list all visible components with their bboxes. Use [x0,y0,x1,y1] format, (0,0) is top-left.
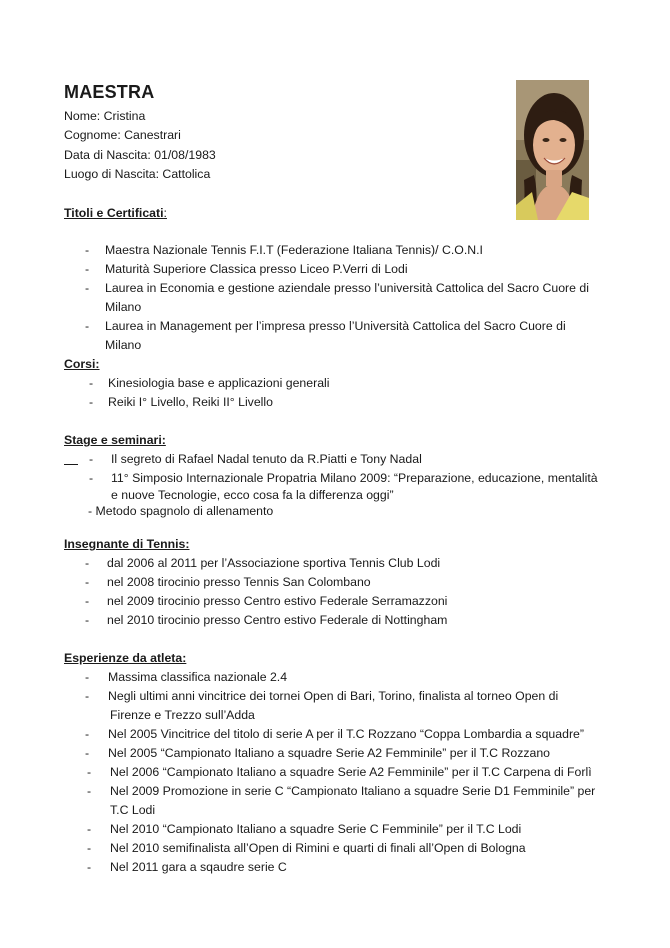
section-heading-esperienze: Esperienze da atleta: [64,651,187,665]
esperienze-item-2: Negli ultimi anni vincitrice dei tornei Open di Bari, Torino, finalista al torneo Open di [108,689,559,703]
section-heading-insegnante: Insegnante di Tennis: [64,537,190,551]
bullet-dash: - [85,556,90,570]
insegnante-item-1: dal 2006 al 2011 per l’Associazione sportiva Tennis Club Lodi [107,556,441,570]
insegnante-item-4: nel 2010 tirocinio presso Centro estivo Federale di Nottingham [107,613,448,627]
bullet-dash: - [87,765,92,779]
esperienze-item-5: Nel 2006 “Campionato Italiano a squadre Serie A2 Femminile” per il T.C Carpena di Forlì [110,765,592,779]
bullet-dash: - [85,594,90,608]
esperienze-item-6: Nel 2009 Promozione in serie C “Campionato Italiano a squadre Serie D1 Femminile” per [110,784,596,798]
portrait-photo [516,80,589,220]
section-heading-titoli-text: Titoli e Certificati [64,206,164,220]
underline-mark [64,464,78,465]
titoli-item-4: Laurea in Management per l’impresa presso l’Università Cattolica del Sacro Cuore di [105,319,566,333]
stage-item-1: Il segreto di Rafael Nadal tenuto da R.Piatti e Tony Nadal [111,452,422,466]
nome-field: Nome: Cristina [64,109,146,123]
insegnante-item-3: nel 2009 tirocinio presso Centro estivo Federale Serramazzoni [107,594,448,608]
bullet-dash: - [89,376,94,390]
bullet-dash: - [85,689,90,703]
bullet-dash: - [85,243,90,257]
corsi-item-2: Reiki I° Livello, Reiki II° Livello [108,395,273,409]
bullet-dash: - [89,395,94,409]
titoli-item-3: Laurea in Economia e gestione aziendale presso l’università Cattolica del Sacro Cuore di [105,281,589,295]
esperienze-item-7: Nel 2010 “Campionato Italiano a squadre Serie C Femminile” per il T.C Lodi [110,822,522,836]
data-nascita-field: Data di Nascita: 01/08/1983 [64,148,216,162]
bullet-dash: - [89,471,94,485]
bullet-dash: - [85,262,90,276]
insegnante-item-2: nel 2008 tirocinio presso Tennis San Colombano [107,575,371,589]
cognome-field: Cognome: Canestrari [64,128,181,142]
bullet-dash: - [85,319,90,333]
luogo-nascita-field: Luogo di Nascita: Cattolica [64,167,211,181]
esperienze-item-9: Nel 2011 gara a sqaudre serie C [110,860,287,874]
bullet-dash: - [85,613,90,627]
bullet-dash: - [85,746,90,760]
stage-extra-item: - Metodo spagnolo di allenamento [88,504,274,518]
section-heading-titoli-colon: : [163,206,167,220]
bullet-dash: - [85,727,90,741]
titoli-item-1: Maestra Nazionale Tennis F.I.T (Federazione Italiana Tennis)/ C.O.N.I [105,243,483,257]
bullet-dash: - [87,841,92,855]
bullet-dash: - [85,281,90,295]
stage-item-2-cont: e nuove Tecnologie, ecco cosa fa la differenza oggi” [111,488,394,502]
stage-item-2: 11° Simposio Internazionale Propatria Milano 2009: “Preparazione, educazione, mentalità [111,471,598,485]
bullet-dash: - [85,670,90,684]
esperienze-item-2-cont: Firenze e Trezzo sull’Adda [110,708,255,722]
esperienze-item-6-cont: T.C Lodi [110,803,156,817]
esperienze-item-8: Nel 2010 semifinalista all’Open di Rimini e quarti di finali all’Open di Bologna [110,841,526,855]
bullet-dash: - [87,784,92,798]
esperienze-item-3: Nel 2005 Vincitrice del titolo di serie A per il T.C Rozzano “Coppa Lombardia a squadre” [108,727,584,741]
esperienze-item-4: Nel 2005 “Campionato Italiano a squadre Serie A2 Femminile” per il T.C Rozzano [108,746,551,760]
bullet-dash: - [89,452,94,466]
bullet-dash: - [87,822,92,836]
titoli-item-3-cont: Milano [105,300,142,314]
section-heading-titoli [64,204,167,223]
section-heading-corsi: Corsi: [64,357,100,371]
esperienze-item-1: Massima classifica nazionale 2.4 [108,670,288,684]
bullet-dash: - [87,860,92,874]
corsi-item-1: Kinesiologia base e applicazioni generali [108,376,330,390]
page-title: MAESTRA [64,82,155,102]
bullet-dash: - [85,575,90,589]
titoli-item-4-cont: Milano [105,338,142,352]
section-heading-stage: Stage e seminari: [64,433,166,447]
titoli-item-2: Maturità Superiore Classica presso Liceo P.Verri di Lodi [105,262,408,276]
